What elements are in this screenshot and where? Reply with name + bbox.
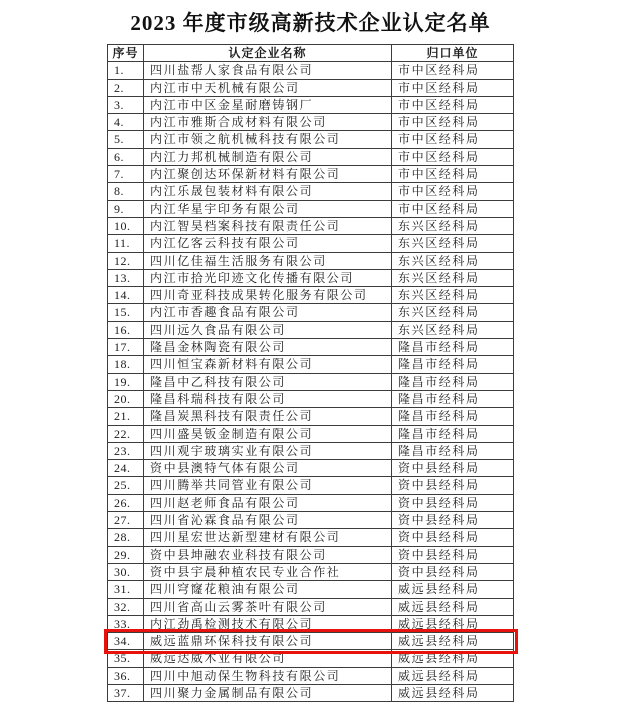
company-name-cell: 四川盐帮人家食品有限公司 xyxy=(144,62,392,79)
row-number-cell: 7. xyxy=(108,166,144,183)
company-name-cell: 四川赵老师食品有限公司 xyxy=(144,494,392,511)
row-number-cell: 29. xyxy=(108,546,144,563)
row-number-cell: 18. xyxy=(108,356,144,373)
table-row xyxy=(108,304,514,321)
table-row xyxy=(108,62,514,79)
unit-cell: 威远县经科局 xyxy=(392,598,514,615)
row-number-cell: 32. xyxy=(108,598,144,615)
row-number-cell: 3. xyxy=(108,96,144,113)
unit-cell: 资中县经科局 xyxy=(392,494,514,511)
row-number-cell: 12. xyxy=(108,252,144,269)
unit-cell: 资中县经科局 xyxy=(392,563,514,580)
company-name-cell: 内江华星宇印务有限公司 xyxy=(144,200,392,217)
row-number-cell: 16. xyxy=(108,321,144,338)
row-number-cell: 4. xyxy=(108,114,144,131)
company-name-cell: 四川盛昊钣金制造有限公司 xyxy=(144,425,392,442)
table-row xyxy=(108,131,514,148)
table-row xyxy=(108,598,514,615)
company-name-cell: 四川奇亚科技成果转化服务有限公司 xyxy=(144,287,392,304)
unit-cell: 资中县经科局 xyxy=(392,546,514,563)
table-row xyxy=(108,512,514,529)
row-number-cell: 6. xyxy=(108,148,144,165)
row-number-cell: 22. xyxy=(108,425,144,442)
table-row xyxy=(108,408,514,425)
company-name-cell: 隆昌炭黑科技有限责任公司 xyxy=(144,408,392,425)
unit-cell: 资中县经科局 xyxy=(392,529,514,546)
table-row xyxy=(108,339,514,356)
table-row xyxy=(108,460,514,477)
company-name-cell: 内江聚创达环保新材料有限公司 xyxy=(144,166,392,183)
unit-cell: 威远县经科局 xyxy=(392,633,514,650)
table-row xyxy=(108,166,514,183)
row-number-cell: 20. xyxy=(108,390,144,407)
table-row xyxy=(108,615,514,632)
row-number-cell: 21. xyxy=(108,408,144,425)
unit-cell: 资中县经科局 xyxy=(392,460,514,477)
unit-cell: 市中区经科局 xyxy=(392,79,514,96)
row-number-cell: 15. xyxy=(108,304,144,321)
company-name-cell: 四川星宏世达新型建材有限公司 xyxy=(144,529,392,546)
company-name-cell: 四川省沁霖食品有限公司 xyxy=(144,512,392,529)
company-name-cell: 内江力邦机械制造有限公司 xyxy=(144,148,392,165)
row-number-cell: 25. xyxy=(108,477,144,494)
column-header-number: 序号 xyxy=(108,45,144,62)
unit-cell: 东兴区经科局 xyxy=(392,252,514,269)
table-row xyxy=(108,684,514,701)
company-name-cell: 资中县宇晨种植农民专业合作社 xyxy=(144,563,392,580)
table-row xyxy=(108,183,514,200)
row-number-cell: 17. xyxy=(108,339,144,356)
company-name-cell: 四川穹窿花粮油有限公司 xyxy=(144,581,392,598)
company-name-cell: 资中县澳特气体有限公司 xyxy=(144,460,392,477)
unit-cell: 东兴区经科局 xyxy=(392,217,514,234)
table-row xyxy=(108,148,514,165)
table-row xyxy=(108,390,514,407)
unit-cell: 隆昌市经科局 xyxy=(392,425,514,442)
company-name-cell: 内江劲禹检测技术有限公司 xyxy=(144,615,392,632)
unit-cell: 隆昌市经科局 xyxy=(392,390,514,407)
company-name-cell: 隆昌科瑞科技有限公司 xyxy=(144,390,392,407)
unit-cell: 隆昌市经科局 xyxy=(392,339,514,356)
table-row xyxy=(108,546,514,563)
unit-cell: 市中区经科局 xyxy=(392,166,514,183)
table-row xyxy=(108,96,514,113)
table-row xyxy=(108,217,514,234)
row-number-cell: 8. xyxy=(108,183,144,200)
page-title: 2023 年度市级高新技术企业认定名单 xyxy=(130,11,491,35)
row-number-cell: 35. xyxy=(108,650,144,667)
table-row xyxy=(108,494,514,511)
unit-cell: 东兴区经科局 xyxy=(392,304,514,321)
table-row xyxy=(108,667,514,684)
company-name-cell: 四川恒宝森新材料有限公司 xyxy=(144,356,392,373)
row-number-cell: 31. xyxy=(108,581,144,598)
unit-cell: 资中县经科局 xyxy=(392,512,514,529)
table-row xyxy=(108,563,514,580)
unit-cell: 隆昌市经科局 xyxy=(392,442,514,459)
company-name-cell: 内江市中区金星耐磨铸钢厂 xyxy=(144,96,392,113)
company-name-cell: 威远蓝鼎环保科技有限公司 xyxy=(144,633,392,650)
company-name-cell: 四川亿佳福生活服务有限公司 xyxy=(144,252,392,269)
table-row xyxy=(108,529,514,546)
unit-cell: 东兴区经科局 xyxy=(392,321,514,338)
column-header-company: 认定企业名称 xyxy=(144,45,392,62)
company-name-cell: 隆昌金林陶瓷有限公司 xyxy=(144,339,392,356)
unit-cell: 威远县经科局 xyxy=(392,581,514,598)
company-name-cell: 四川聚力金属制品有限公司 xyxy=(144,684,392,701)
row-number-cell: 37. xyxy=(108,684,144,701)
unit-cell: 东兴区经科局 xyxy=(392,235,514,252)
row-number-cell: 1. xyxy=(108,62,144,79)
row-number-cell: 5. xyxy=(108,131,144,148)
company-name-cell: 四川中旭动保生物科技有限公司 xyxy=(144,667,392,684)
row-number-cell: 30. xyxy=(108,563,144,580)
row-number-cell: 9. xyxy=(108,200,144,217)
unit-cell: 资中县经科局 xyxy=(392,477,514,494)
row-number-cell: 27. xyxy=(108,512,144,529)
company-name-cell: 内江市雅斯合成材料有限公司 xyxy=(144,114,392,131)
company-name-cell: 内江亿客云科技有限公司 xyxy=(144,235,392,252)
company-name-cell: 内江市香趣食品有限公司 xyxy=(144,304,392,321)
row-number-cell: 14. xyxy=(108,287,144,304)
unit-cell: 隆昌市经科局 xyxy=(392,356,514,373)
company-name-cell: 内江智昊档案科技有限责任公司 xyxy=(144,217,392,234)
row-number-cell: 19. xyxy=(108,373,144,390)
column-header-unit: 归口单位 xyxy=(392,45,514,62)
table-row xyxy=(108,114,514,131)
unit-cell: 威远县经科局 xyxy=(392,667,514,684)
unit-cell: 威远县经科局 xyxy=(392,615,514,632)
table-row xyxy=(108,287,514,304)
row-number-cell: 33. xyxy=(108,615,144,632)
company-name-cell: 四川观宇玻璃实业有限公司 xyxy=(144,442,392,459)
company-name-cell: 威远达威木业有限公司 xyxy=(144,650,392,667)
unit-cell: 东兴区经科局 xyxy=(392,269,514,286)
row-number-cell: 10. xyxy=(108,217,144,234)
table-row xyxy=(108,581,514,598)
table-row xyxy=(108,477,514,494)
company-name-cell: 内江市中天机械有限公司 xyxy=(144,79,392,96)
table-row xyxy=(108,442,514,459)
table-row xyxy=(108,356,514,373)
unit-cell: 市中区经科局 xyxy=(392,131,514,148)
table-row xyxy=(108,425,514,442)
company-name-cell: 四川远久食品有限公司 xyxy=(144,321,392,338)
row-number-cell: 26. xyxy=(108,494,144,511)
row-number-cell: 24. xyxy=(108,460,144,477)
row-number-cell: 13. xyxy=(108,269,144,286)
unit-cell: 东兴区经科局 xyxy=(392,287,514,304)
unit-cell: 市中区经科局 xyxy=(392,62,514,79)
table-body xyxy=(108,62,514,702)
company-name-cell: 资中县坤融农业科技有限公司 xyxy=(144,546,392,563)
unit-cell: 市中区经科局 xyxy=(392,200,514,217)
row-number-cell: 11. xyxy=(108,235,144,252)
table-header-row xyxy=(108,45,514,62)
unit-cell: 市中区经科局 xyxy=(392,148,514,165)
unit-cell: 威远县经科局 xyxy=(392,684,514,701)
company-name-cell: 四川省高山云雾茶叶有限公司 xyxy=(144,598,392,615)
row-number-cell: 28. xyxy=(108,529,144,546)
recognition-list-table xyxy=(107,44,514,702)
unit-cell: 隆昌市经科局 xyxy=(392,373,514,390)
table-row xyxy=(108,235,514,252)
unit-cell: 市中区经科局 xyxy=(392,96,514,113)
unit-cell: 威远县经科局 xyxy=(392,650,514,667)
unit-cell: 市中区经科局 xyxy=(392,114,514,131)
company-name-cell: 内江市领之航机械科技有限公司 xyxy=(144,131,392,148)
table-row xyxy=(108,79,514,96)
row-number-cell: 34. xyxy=(108,633,144,650)
unit-cell: 市中区经科局 xyxy=(392,183,514,200)
table-row xyxy=(108,269,514,286)
row-number-cell: 2. xyxy=(108,79,144,96)
company-name-cell: 内江乐晟包装材料有限公司 xyxy=(144,183,392,200)
highlighted-row xyxy=(108,633,514,650)
row-number-cell: 23. xyxy=(108,442,144,459)
unit-cell: 隆昌市经科局 xyxy=(392,408,514,425)
table-row xyxy=(108,373,514,390)
table-row xyxy=(108,650,514,667)
row-number-cell: 36. xyxy=(108,667,144,684)
company-name-cell: 内江市拾光印迹文化传播有限公司 xyxy=(144,269,392,286)
table-row xyxy=(108,252,514,269)
table-row xyxy=(108,200,514,217)
company-name-cell: 隆昌中乙科技有限公司 xyxy=(144,373,392,390)
company-name-cell: 四川腾举共同管业有限公司 xyxy=(144,477,392,494)
table-row xyxy=(108,321,514,338)
